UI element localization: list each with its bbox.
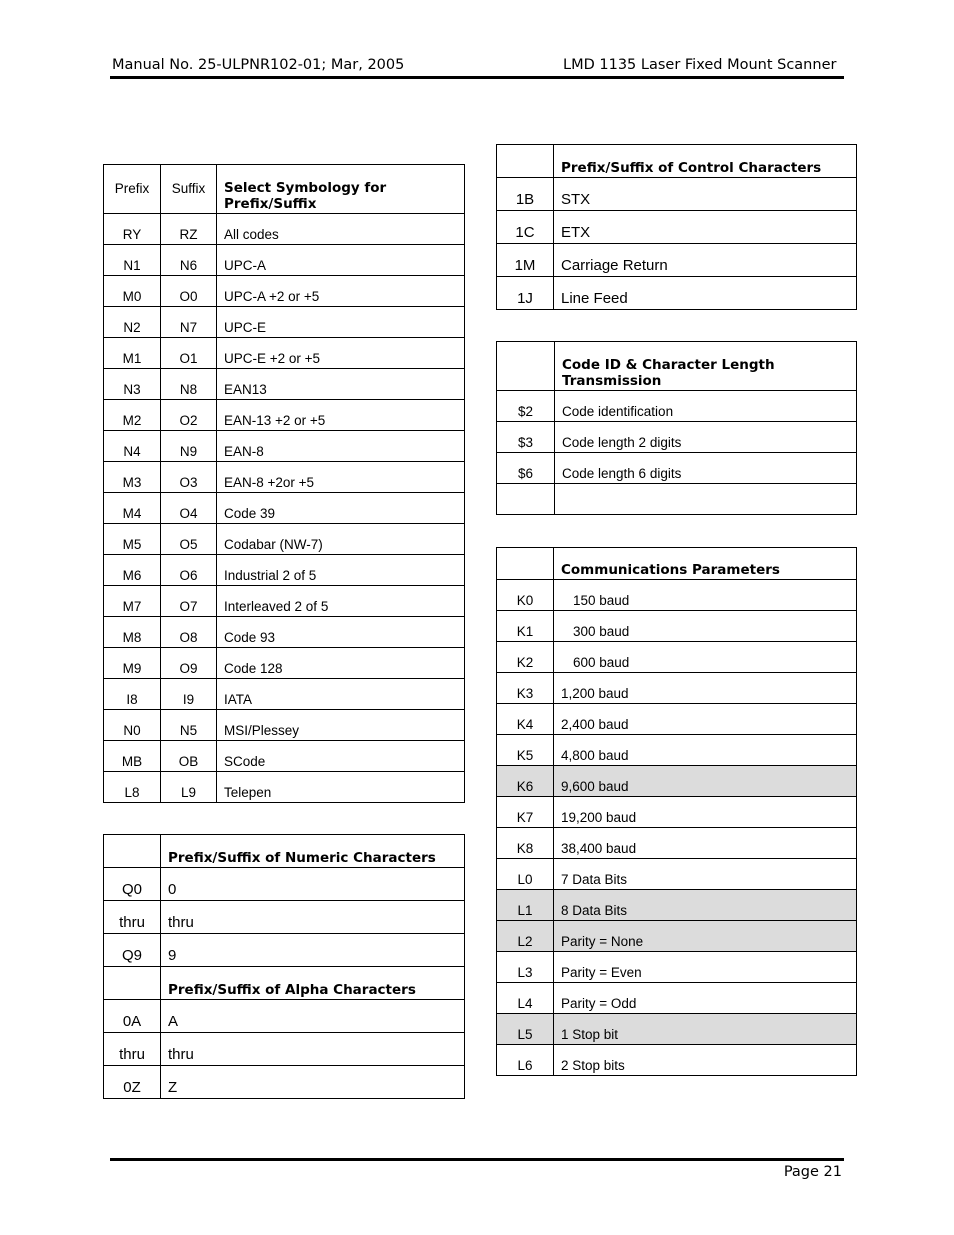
communications-parameters-table [496,547,857,1076]
description-cell: A [161,1000,465,1033]
table-header-row [497,548,857,580]
code-id-heading: Code ID & Character Length Transmission [555,342,857,391]
table-row [104,868,465,901]
code-cell: 0A [104,1000,161,1033]
code-header-cell [497,342,555,391]
header-rule [110,76,844,79]
table-row [104,1033,465,1066]
code-cell [104,835,161,868]
symbology-cell: Telepen [217,772,465,803]
table-row [497,211,857,244]
table-row [104,555,465,586]
table-row [104,617,465,648]
table-row [497,642,857,673]
description-cell: 9 [161,934,465,967]
description-cell: 8 Data Bits [554,890,857,921]
table-row [497,983,857,1014]
suffix-cell: O0 [161,276,217,307]
description-cell: 4,800 baud [554,735,857,766]
table-row [497,178,857,211]
code-cell: K1 [497,611,554,642]
suffix-cell: O5 [161,524,217,555]
code-cell: 1M [497,244,554,277]
code-cell: L2 [497,921,554,952]
table-row [104,710,465,741]
description-cell: thru [161,1033,465,1066]
prefix-cell: M2 [104,400,161,431]
code-id-table [496,341,857,515]
suffix-cell: O8 [161,617,217,648]
description-cell: 9,600 baud [554,766,857,797]
description-cell: STX [554,178,857,211]
code-cell: L1 [497,890,554,921]
table-row [104,245,465,276]
code-cell [497,484,555,515]
symbology-cell: All codes [217,214,465,245]
code-cell: K4 [497,704,554,735]
description-cell: Line Feed [554,277,857,310]
description-cell: 2 Stop bits [554,1045,857,1076]
table-row [497,890,857,921]
suffix-cell: O9 [161,648,217,679]
table-row [497,611,857,642]
suffix-cell: N9 [161,431,217,462]
description-cell: Carriage Return [554,244,857,277]
header-product-title: LMD 1135 Laser Fixed Mount Scanner [563,57,837,73]
prefix-cell: M9 [104,648,161,679]
symbology-cell: UPC-E [217,307,465,338]
suffix-cell: O3 [161,462,217,493]
page-number: Page 21 [783,1164,842,1180]
section-heading: Prefix/Suffix of Alpha Characters [161,967,465,1000]
table-row [104,1000,465,1033]
prefix-cell: M3 [104,462,161,493]
code-cell: K7 [497,797,554,828]
code-cell: L5 [497,1014,554,1045]
table-row [497,859,857,890]
prefix-cell: N3 [104,369,161,400]
symbology-cell: EAN13 [217,369,465,400]
symbology-cell: Code 93 [217,617,465,648]
table-row [104,214,465,245]
suffix-cell: N5 [161,710,217,741]
code-cell: K6 [497,766,554,797]
section-heading: Prefix/Suffix of Numeric Characters [161,835,465,868]
table-row [497,952,857,983]
code-cell: L0 [497,859,554,890]
prefix-cell: M5 [104,524,161,555]
code-cell: K8 [497,828,554,859]
table-row [104,1066,465,1099]
symbology-cell: MSI/Plessey [217,710,465,741]
description-cell: 300 baud [554,611,857,642]
code-cell: $3 [497,422,555,453]
table-row [104,524,465,555]
prefix-cell: MB [104,741,161,772]
symbology-cell: Interleaved 2 of 5 [217,586,465,617]
suffix-header: Suffix [161,165,217,214]
table-row [104,369,465,400]
table-row [104,400,465,431]
symbology-cell: SCode [217,741,465,772]
code-cell: L6 [497,1045,554,1076]
prefix-cell: N0 [104,710,161,741]
description-cell: 1 Stop bit [554,1014,857,1045]
prefix-cell: N1 [104,245,161,276]
code-cell: thru [104,1033,161,1066]
suffix-cell: L9 [161,772,217,803]
symbology-table [103,164,465,803]
symbology-cell: IATA [217,679,465,710]
table-row [497,453,857,484]
communications-heading: Communications Parameters [554,548,857,580]
symbology-cell: Code 39 [217,493,465,524]
code-cell: 1C [497,211,554,244]
description-cell [555,484,857,515]
prefix-header: Prefix [104,165,161,214]
table-row [497,1045,857,1076]
suffix-cell: O2 [161,400,217,431]
table-row [104,307,465,338]
table-row [497,673,857,704]
prefix-cell: I8 [104,679,161,710]
code-cell: L4 [497,983,554,1014]
table-row [497,921,857,952]
table-row [497,797,857,828]
suffix-cell: N6 [161,245,217,276]
table-row [104,276,465,307]
symbology-cell: EAN-13 +2 or +5 [217,400,465,431]
table-row [497,391,857,422]
prefix-cell: M7 [104,586,161,617]
code-cell: 1B [497,178,554,211]
section-heading-row [104,967,465,1000]
code-cell [104,967,161,1000]
table-row [104,338,465,369]
prefix-cell: RY [104,214,161,245]
description-cell: ETX [554,211,857,244]
control-characters-table [496,144,857,310]
symbology-header: Select Symbology for Prefix/Suffix [217,165,465,214]
table-row [497,484,857,515]
prefix-cell: N2 [104,307,161,338]
description-cell: Code length 6 digits [555,453,857,484]
suffix-cell: O7 [161,586,217,617]
description-cell: Code identification [555,391,857,422]
description-cell: 2,400 baud [554,704,857,735]
suffix-cell: N7 [161,307,217,338]
table-row [497,422,857,453]
symbology-cell: Industrial 2 of 5 [217,555,465,586]
prefix-cell: M4 [104,493,161,524]
table-header-row [497,145,857,178]
description-cell: thru [161,901,465,934]
description-cell: 1,200 baud [554,673,857,704]
code-cell: Q0 [104,868,161,901]
prefix-cell: L8 [104,772,161,803]
description-cell: 38,400 baud [554,828,857,859]
symbology-cell: UPC-E +2 or +5 [217,338,465,369]
code-cell: thru [104,901,161,934]
table-row [104,431,465,462]
table-row [497,735,857,766]
description-cell: 0 [161,868,465,901]
description-cell: Parity = Odd [554,983,857,1014]
symbology-cell: UPC-A [217,245,465,276]
description-cell: Parity = None [554,921,857,952]
table-row [497,244,857,277]
symbology-cell: Code 128 [217,648,465,679]
table-row [104,679,465,710]
description-cell: Parity = Even [554,952,857,983]
code-cell: 1J [497,277,554,310]
symbology-cell: EAN-8 [217,431,465,462]
symbology-cell: Codabar (NW-7) [217,524,465,555]
table-row [104,648,465,679]
description-cell: Z [161,1066,465,1099]
control-heading: Prefix/Suffix of Control Characters [554,145,857,178]
table-row [497,277,857,310]
suffix-cell: O6 [161,555,217,586]
suffix-cell: I9 [161,679,217,710]
suffix-cell: RZ [161,214,217,245]
table-row [497,1014,857,1045]
table-row [497,766,857,797]
prefix-cell: N4 [104,431,161,462]
code-cell: K0 [497,580,554,611]
header-manual-number: Manual No. 25-ULPNR102-01; Mar, 2005 [112,57,405,73]
table-row [104,462,465,493]
code-cell: Q9 [104,934,161,967]
table-row [497,828,857,859]
description-cell: 600 baud [554,642,857,673]
code-cell: 0Z [104,1066,161,1099]
table-row [104,586,465,617]
suffix-cell: N8 [161,369,217,400]
table-row [104,901,465,934]
table-row [104,741,465,772]
code-header-cell [497,548,554,580]
code-cell: $6 [497,453,555,484]
footer-rule [110,1158,844,1161]
description-cell: 19,200 baud [554,797,857,828]
section-heading-row [104,835,465,868]
table-row [497,704,857,735]
suffix-cell: OB [161,741,217,772]
characters-table [103,834,465,1099]
code-cell: K5 [497,735,554,766]
prefix-cell: M8 [104,617,161,648]
prefix-cell: M0 [104,276,161,307]
description-cell: 7 Data Bits [554,859,857,890]
symbology-cell: EAN-8 +2or +5 [217,462,465,493]
table-header-row [104,165,465,214]
table-row [104,772,465,803]
prefix-cell: M1 [104,338,161,369]
code-cell: L3 [497,952,554,983]
table-row [497,580,857,611]
suffix-cell: O4 [161,493,217,524]
table-row [104,934,465,967]
description-cell: 150 baud [554,580,857,611]
code-cell: K2 [497,642,554,673]
table-header-row [497,342,857,391]
prefix-cell: M6 [104,555,161,586]
code-cell: K3 [497,673,554,704]
symbology-cell: UPC-A +2 or +5 [217,276,465,307]
table-row [104,493,465,524]
code-cell: $2 [497,391,555,422]
suffix-cell: O1 [161,338,217,369]
code-header-cell [497,145,554,178]
description-cell: Code length 2 digits [555,422,857,453]
